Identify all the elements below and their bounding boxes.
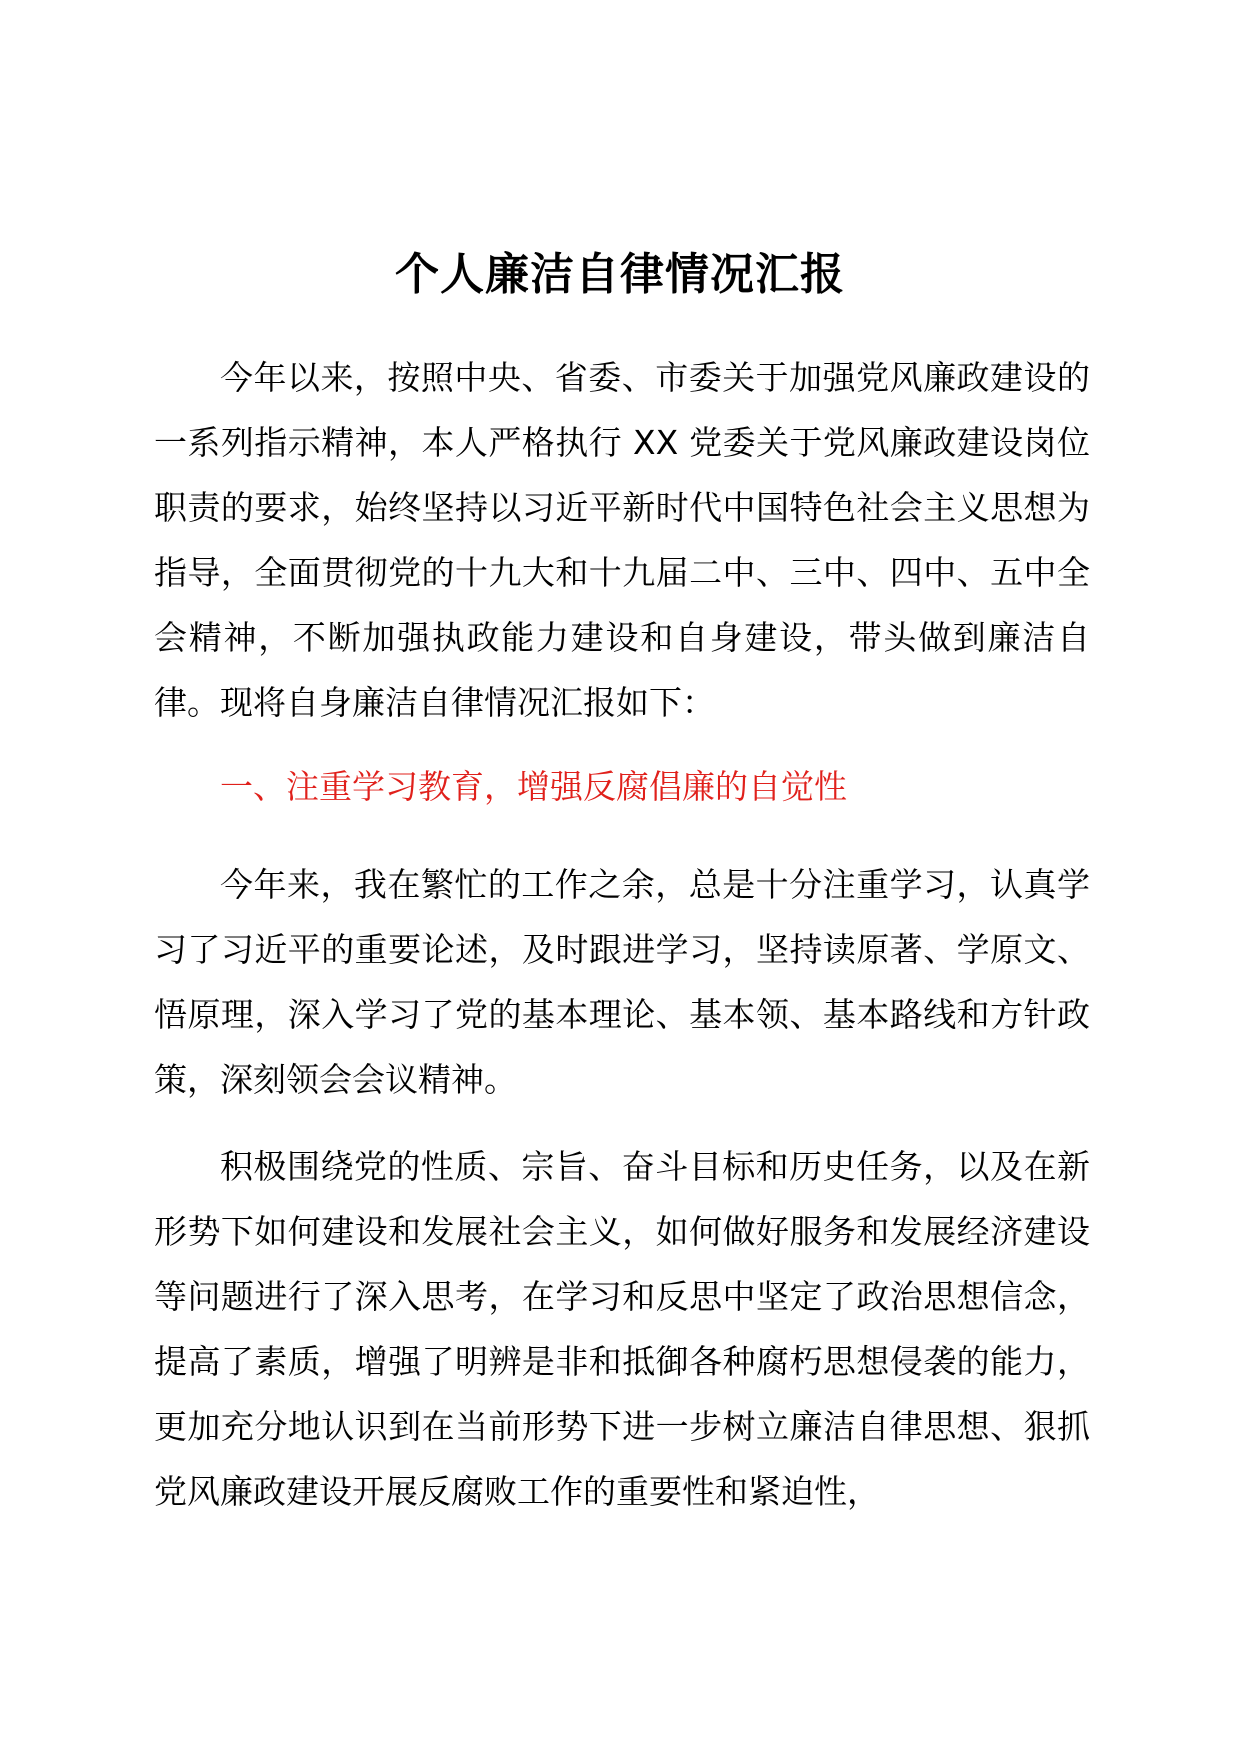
- paragraph-reflection: 积极围绕党的性质、宗旨、奋斗目标和历史任务，以及在新形势下如何建设和发展社会主义，如何做好服务和发展经济建设等问题进行了深入思考，在学习和反思中坚定了政治思想信念，提高了素质，增强了明辨是非和抵御各种腐朽思想侵袭的能力，更加充分地认识到在当前形势下进一步树立廉洁自律思想、狠抓党风廉政建设开展反腐败工作的重要性和紧迫性，: [154, 1147, 1090, 1511]
- section-heading-1: 一、注重学习教育，增强反腐倡廉的自觉性: [220, 767, 847, 806]
- paragraph-study: 今年来，我在繁忙的工作之余，总是十分注重学习，认真学习了习近平的重要论述，及时跟进学习，坚持读原著、学原文、悟原理，深入学习了党的基本理论、基本领、基本路线和方针政策，深刻领会会议精神。: [154, 865, 1090, 1099]
- document-title: 个人廉洁自律情况汇报: [395, 249, 845, 300]
- paragraph-intro: 今年以来，按照中央、省委、市委关于加强党风廉政建设的一系列指示精神，本人严格执行 XX 党委关于党风廉政建设岗位职责的要求，始终坚持以习近平新时代中国特色社会主义思想为指导，全面贯彻党的十九大和十九届二中、三中、四中、五中全会精神，不断加强执政能力建设和自身建设，带头做到廉洁自律。现将自身廉洁自律情况汇报如下：: [154, 358, 1090, 722]
